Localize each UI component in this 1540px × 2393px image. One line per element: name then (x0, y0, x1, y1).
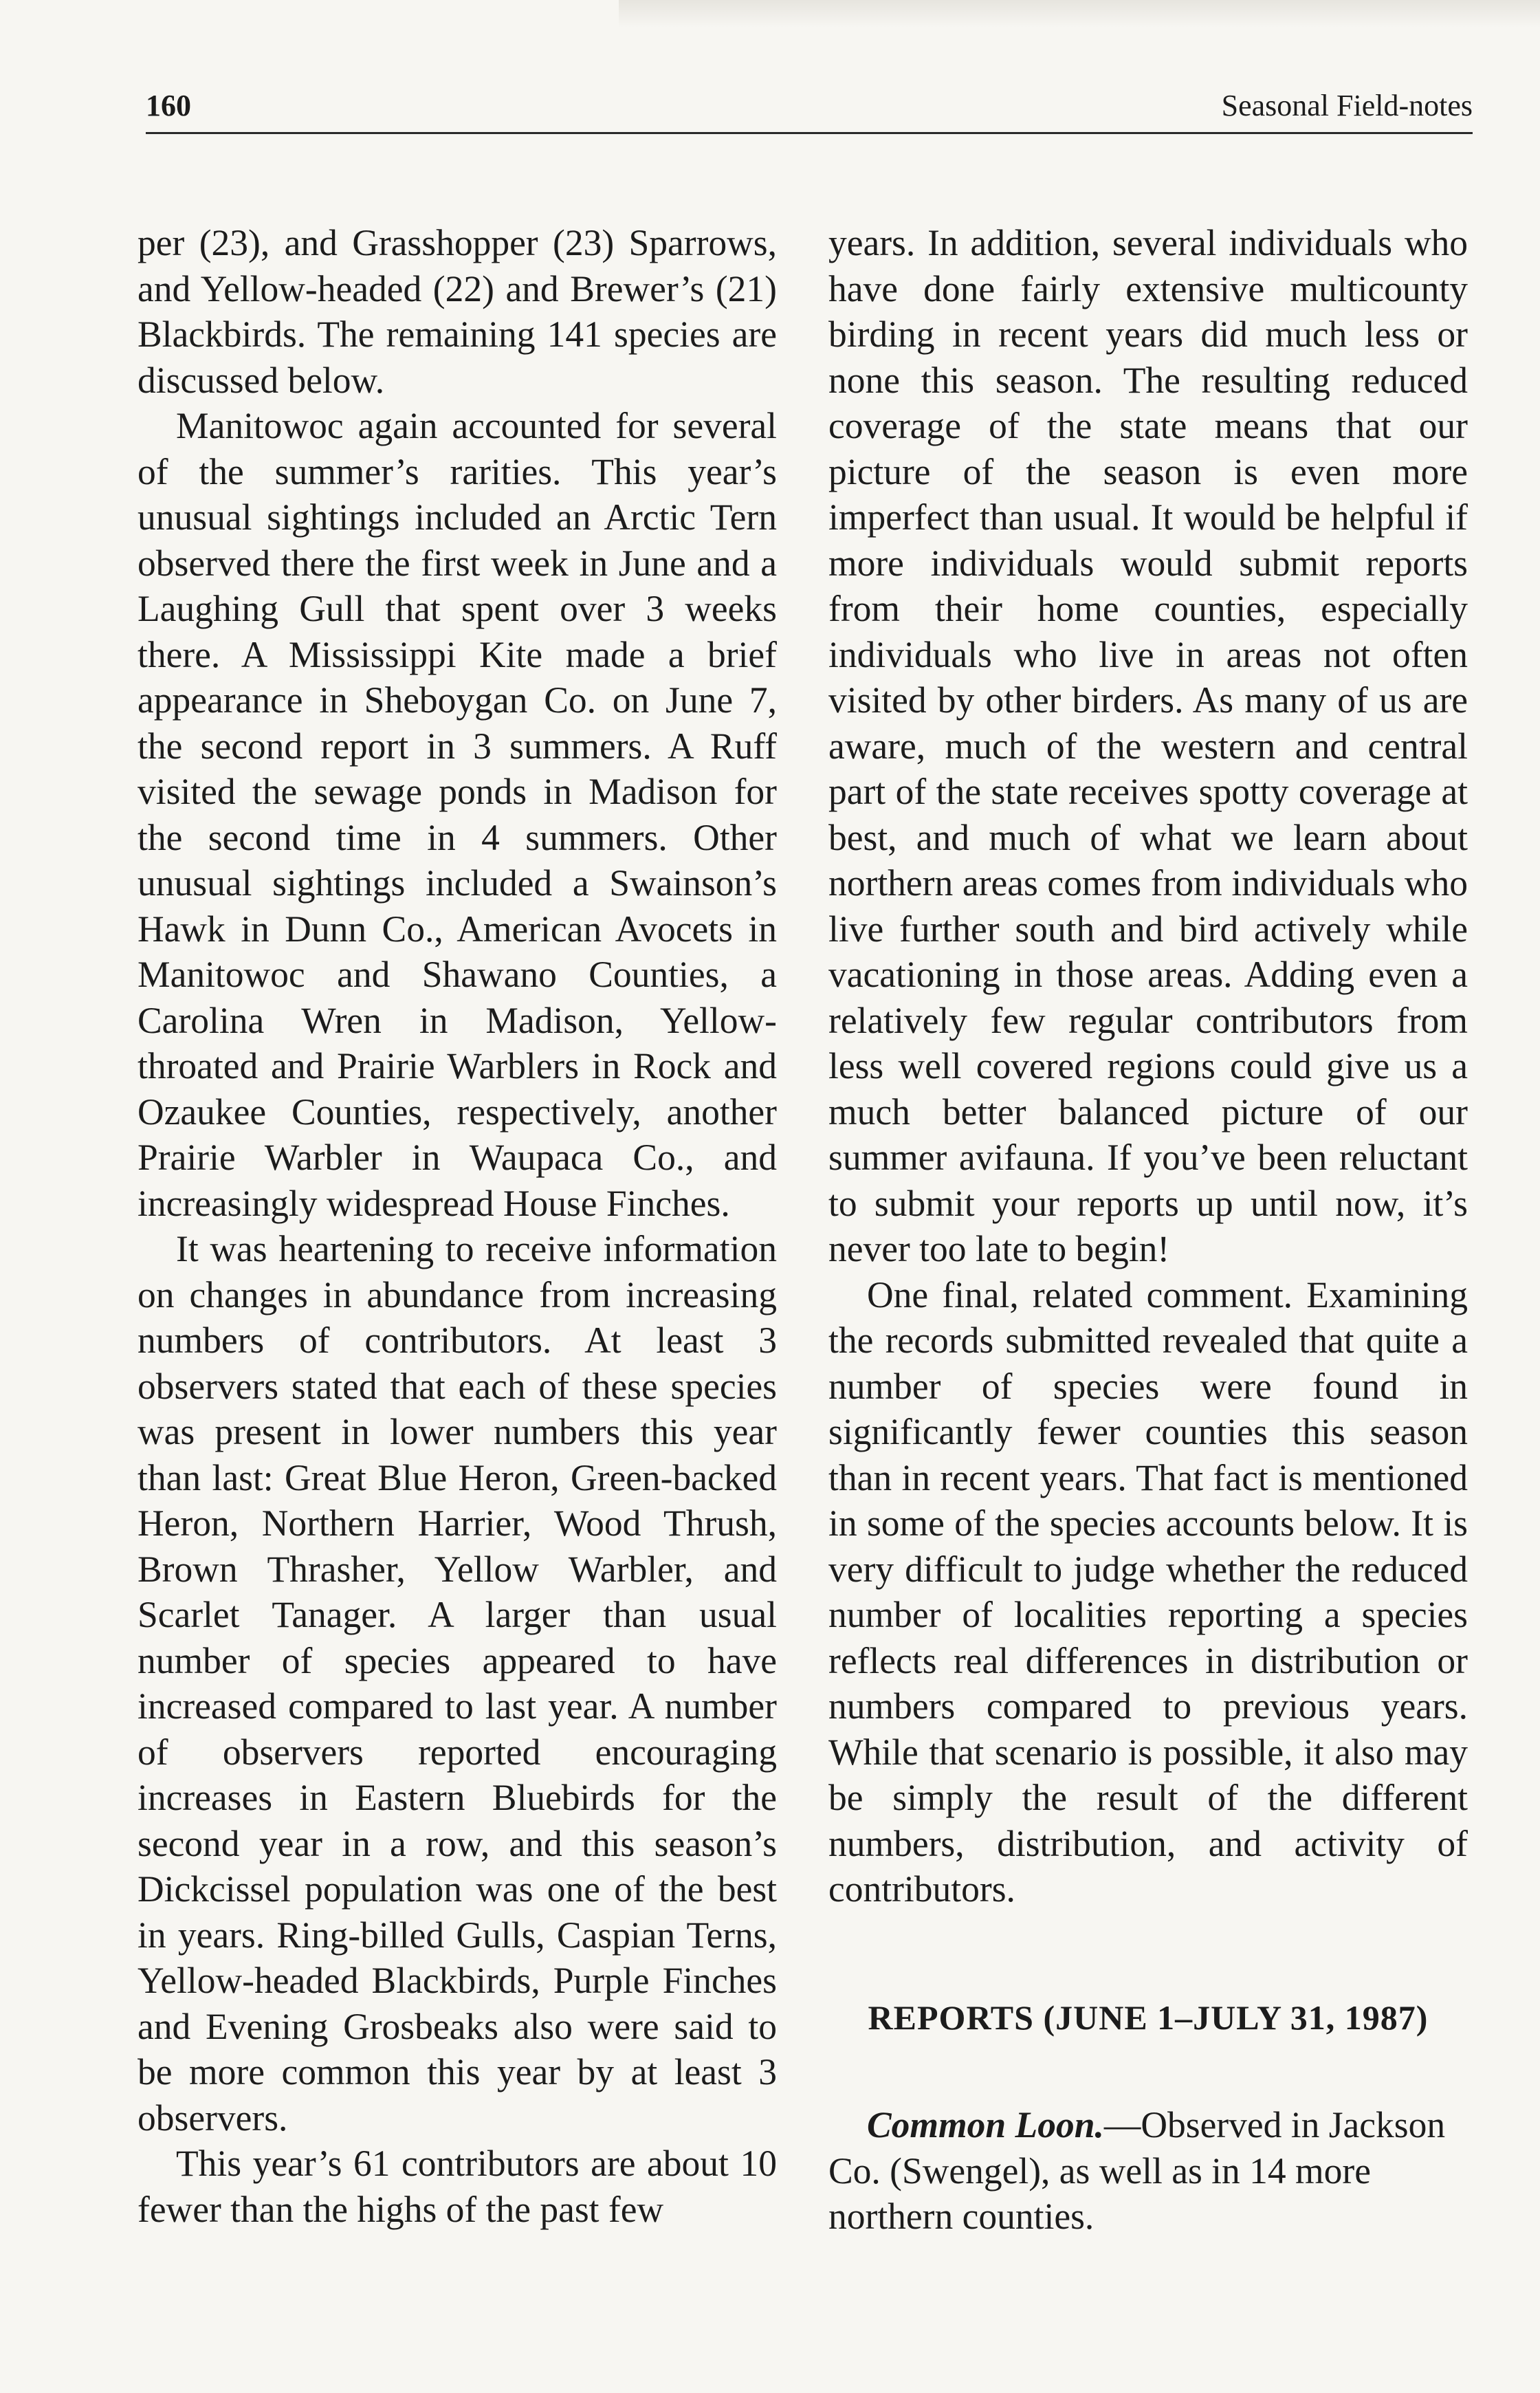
paragraph: It was heartening to receive information on changes in abundance from increasing numbers of contributors. At least 3 observers stated that each of these species was present in lower numbers this year than last: Great Blue Heron, Green-backed Heron, Northern Harrier, Wood Thrush, Brown Thrasher, Yellow Warbler, and Scarlet Tanager. A larger than usual number of species appeared to have increased compared to last year. A number of observers reported encouraging increases in Eastern Bluebirds for the second year in a row, and this season’s Dickcissel population was one of the best in years. Ring-billed Gulls, Caspian Terns, Yellow-headed Blackbirds, Purple Finches and Evening Grosbeaks also were said to be more common this year by at least 3 observers. (138, 1228, 777, 2139)
paragraph: per (23), and Grasshopper (23) Sparrows, and Yellow-headed (22) and Brewer’s (21) Blackbirds. The remaining 141 species are discussed below. (138, 222, 777, 401)
paragraph: years. In addition, several individuals who have done fairly extensive multicounty birding in recent years did much less or none this season. The resulting reduced coverage of the state means that our picture of the season is even more imperfect than usual. It would be helpful if more individuals would submit reports from their home counties, especially individuals who live in areas not often visited by other birders. As many of us are aware, much of the western and central part of the state receives spotty coverage at best, and much of what we learn about northern areas comes from individuals who live further south and bird actively while vacationing in those areas. Adding even a relatively few regular contributors from less well covered regions could give us a much better balanced picture of our summer avifauna. If you’ve been reluctant to submit your reports up until now, it’s never too late to begin! (828, 222, 1468, 1269)
running-head: Seasonal Field-notes (1221, 89, 1473, 122)
paragraph: Manitowoc again accounted for several of the summer’s rarities. This year’s unusual sightings included an Arctic Tern observed there the first week in June and a Laughing Gull that spent over 3 weeks there. A Mississippi Kite made a brief appearance in Sheboygan Co. on June 7, the second report in 3 summers. A Ruff visited the sewage ponds in Madison for the second time in 4 summers. Other unusual sightings included a Swainson’s Hawk in Dunn Co., American Avocets in Manitowoc and Shawano Counties, a Carolina Wren in Madison, Yellow-throated and Prairie Warblers in Rock and Ozaukee Counties, respectively, another Prairie Warbler in Waupaca Co., and increasingly widespread House Finches. (138, 405, 777, 1224)
section-heading (828, 1995, 1468, 2041)
page-header (146, 83, 1473, 134)
page-edge-shading (619, 0, 1540, 28)
species-text: —Observed in Jackson Co. (Swengel), as well as in 14 more northern counties. (828, 2104, 1446, 2237)
paragraph: This year’s 61 contributors are about 10 fewer than the highs of the past few (138, 2143, 777, 2230)
paragraph: One final, related comment. Examining the records submitted revealed that quite a number of species were found in significantly fewer counties this season than in recent years. That fact is mentioned in some of the species accounts below. It is very difficult to judge whether the reduced number of localities reporting a species reflects real differences in distribution or numbers compared to previous years. While that scenario is possible, it also may be simply the result of the different numbers, distribution, and activity of contributors. (828, 1274, 1468, 1910)
species-name: Common Loon. (867, 2104, 1104, 2145)
left-column (138, 220, 777, 2232)
section-heading-text: REPORTS (JUNE 1–JULY 31, 1987) (868, 1998, 1429, 2037)
right-column (828, 220, 1468, 2240)
page-number: 160 (146, 89, 191, 122)
species-entry (828, 2102, 1468, 2240)
